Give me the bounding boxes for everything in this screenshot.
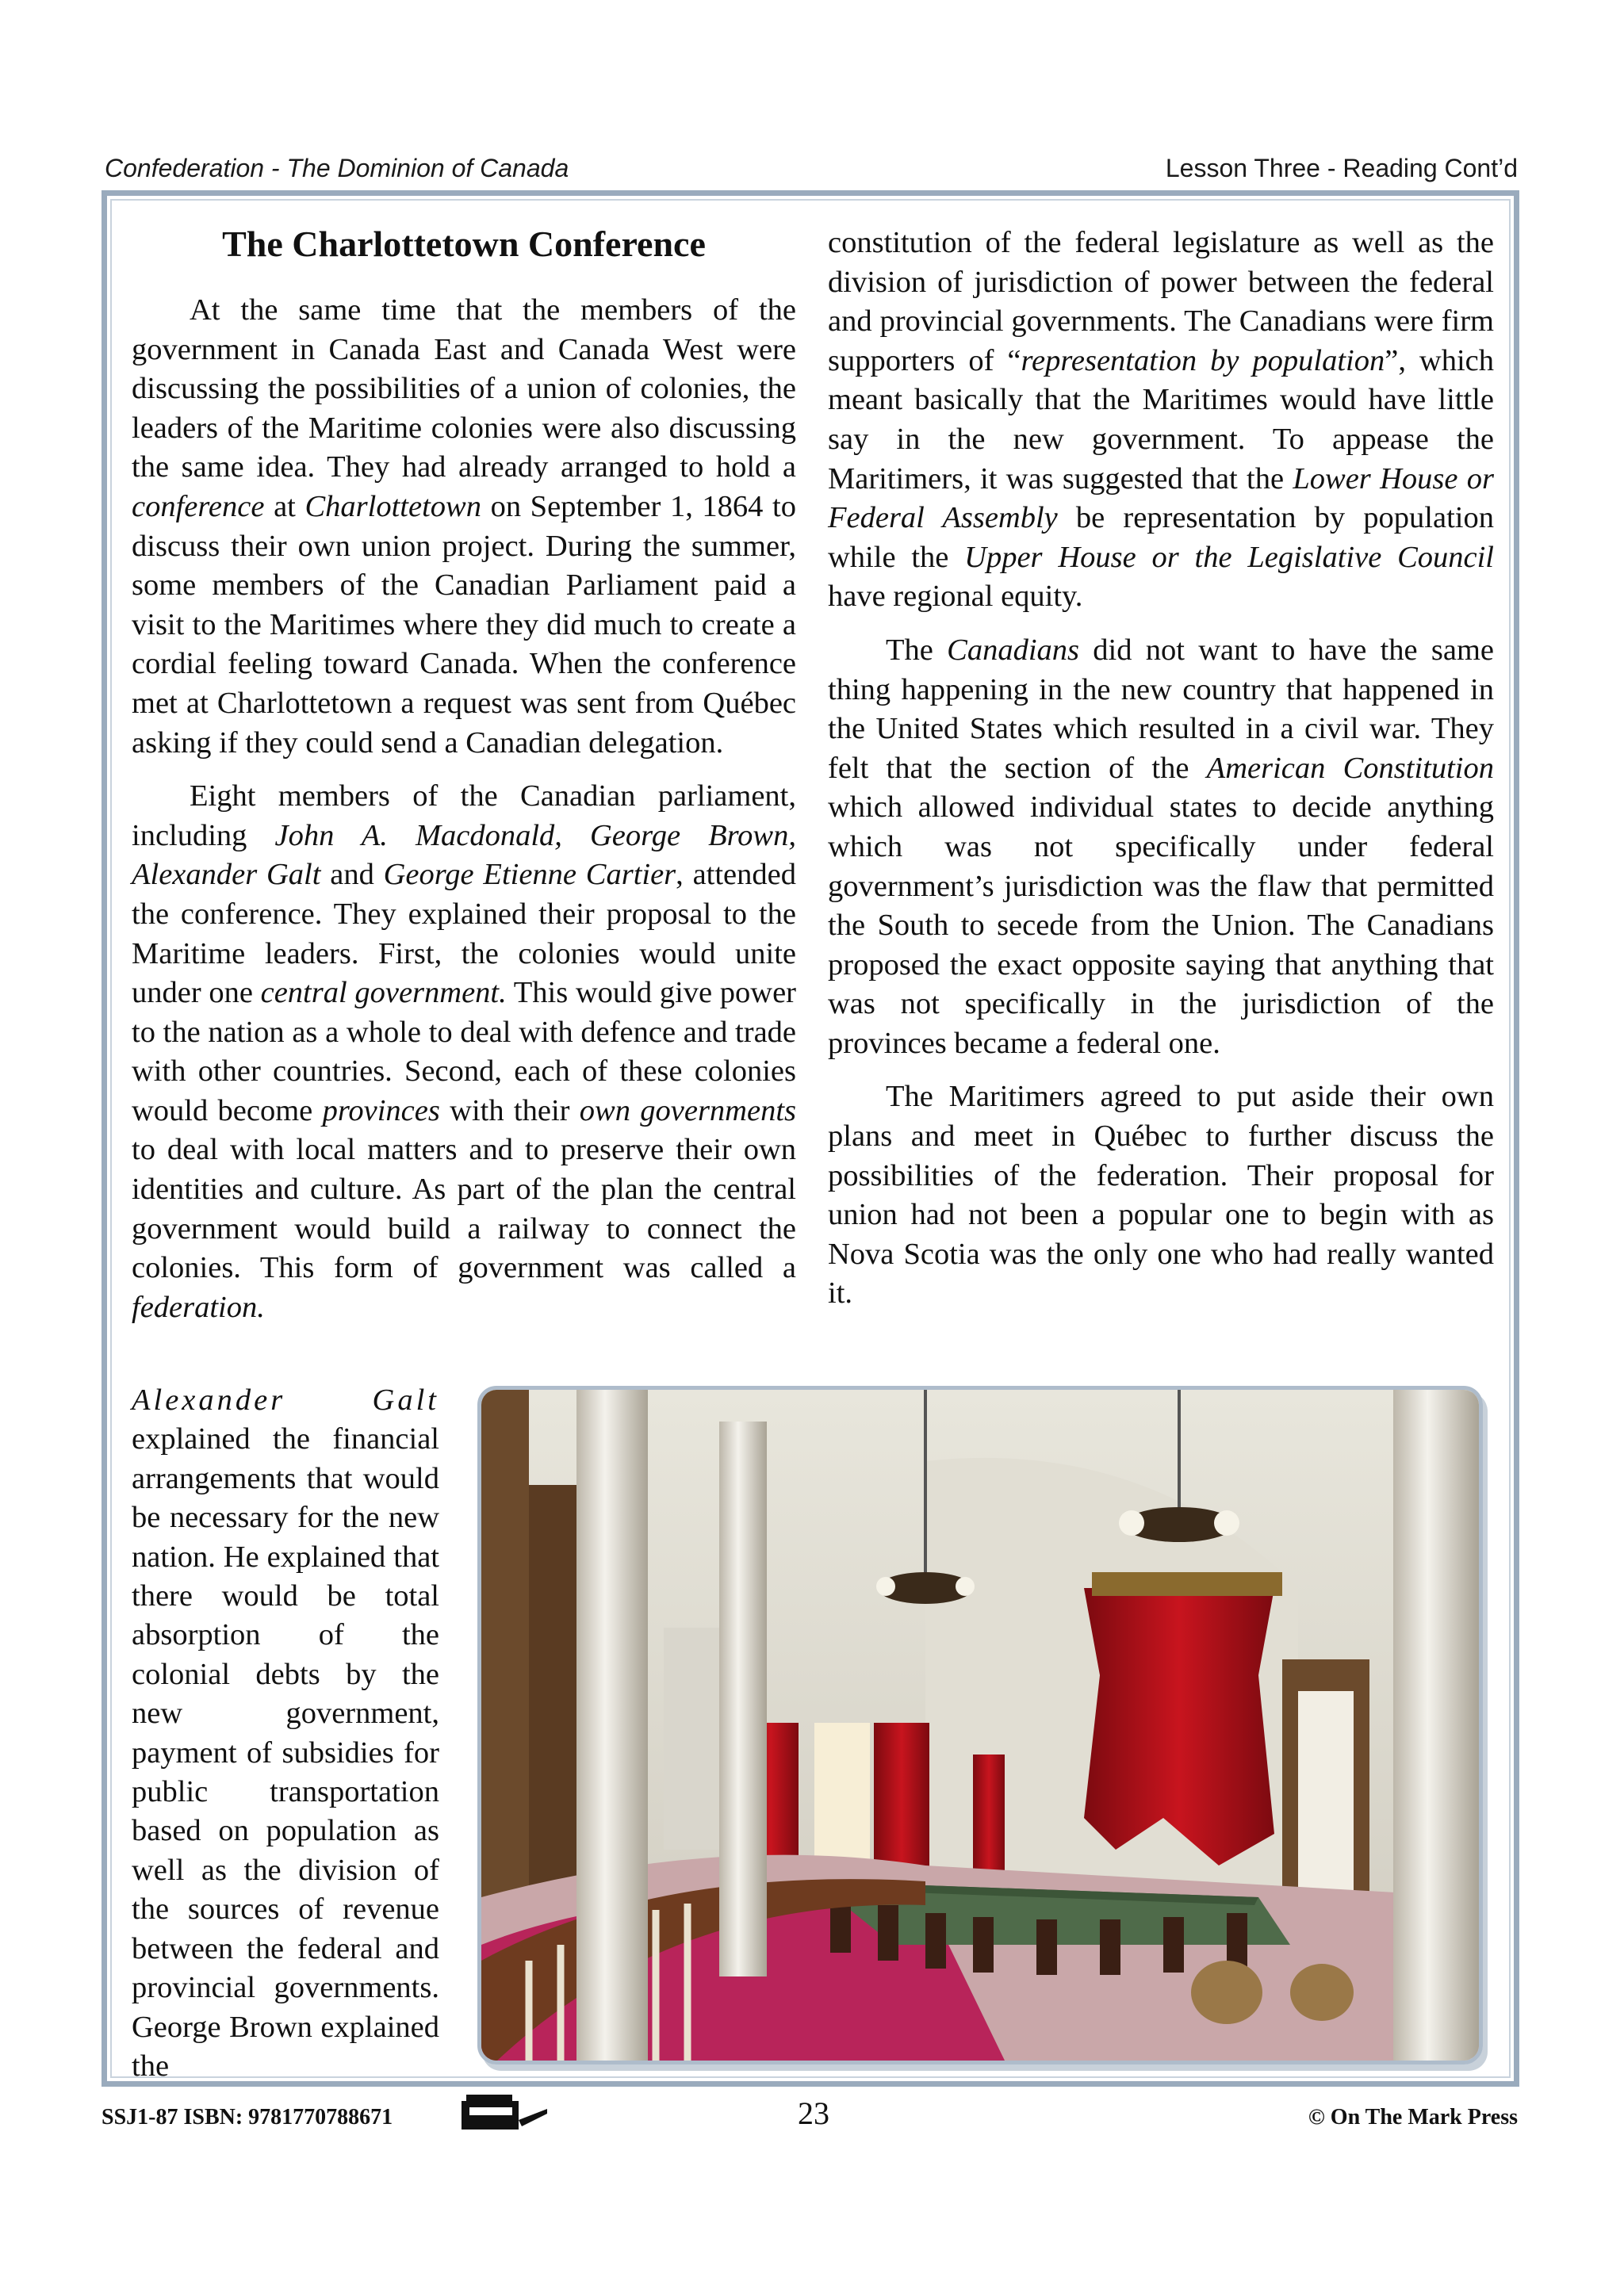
left-column — [132, 291, 796, 1327]
conference-room-illustration — [481, 1390, 1479, 2061]
paragraph-american-constitution: The Canadians did not want to have the same thing happening in the new country that happened in the United States which resulted in a civil war. They felt that the section of the American Constitution which allowed individual states to decide anything which was not specifically under federal government’s jurisdiction was the flaw that permitted the South to secede from the Union. The Canadians proposed the exact opposite saying that anything that was not specifically in the jurisdiction of the provinces became a federal one. — [828, 633, 1494, 1060]
footer-copyright: © On The Mark Press — [1308, 2105, 1518, 2130]
photocopier-icon — [458, 2090, 553, 2134]
paragraph-charlottetown: At the same time that the members of the government in Canada East and Canada West were discussing the possibilities of a union of colonies, the leaders of the Maritime colonies were also discussing the same idea. They had already arranged to hold a conference at Charlottetown on September 1, 1864 to discuss their own union project. During the summer, some members of the Canadian Parliament paid a visit to the Maritimes where they did much to create a cordial feeling toward Canada. When the conference met at Charlottetown a request was sent from Québec asking if they could send a Canadian delegation. — [132, 293, 796, 760]
footer-isbn: SSJ1-87 ISBN: 9781770788671 — [102, 2105, 393, 2130]
conference-room-photo — [477, 1386, 1483, 2064]
wrapped-paragraph-galt: Alexander Galt explained the financial arrangements that would be necessary for the new nation. He explained that there would be total absorption of the colonial debts by the new government, payment of subsidies for public transportation based on population as well as the division of the sources of revenue between the federal and provincial governments. George Brown explained the — [132, 1383, 439, 2083]
article-title: The Charlottetown Conference — [222, 224, 706, 264]
page-number: 23 — [798, 2095, 829, 2131]
paragraph-delegation: Eight members of the Canadian parliament, including John A. Macdonald, George Brown, Alexander Galt and George Etienne Cartier, attended the conference. They explained their proposal to the Maritime leaders. First, the colonies would unite under one central government. This would give power to the nation as a whole to deal with defence and trade with other countries. Second, each of these colonies would become provinces with their own governments to deal with local matters and to preserve their own identities and culture. As part of the plan the central government would build a railway to connect the colonies. This form of government was called a federation. — [132, 779, 797, 1324]
right-column — [828, 224, 1494, 1314]
running-header-title: Confederation - The Dominion of Canada — [105, 154, 569, 182]
running-header-section: Lesson Three - Reading Cont’d — [1165, 154, 1518, 182]
paragraph-representation: constitution of the federal legislature as well as the division of jurisdiction of power between the federal and provincial governments. The Canadians were firm supporters of “representation by population”, which meant basically that the Maritimes would have little say in the new government. To appease the Maritimers, it was suggested that the Lower House or Federal Assembly be representation by population while the Upper House or the Legislative Council have regional equity. — [828, 226, 1494, 614]
paragraph-maritimers: The Maritimers agreed to put aside their own plans and meet in Québec to further discuss the possibilities of the federation. Their proposal for union had not been a popular one to begin with as Nova Scotia was the only one who had really wanted it. — [828, 1080, 1494, 1311]
